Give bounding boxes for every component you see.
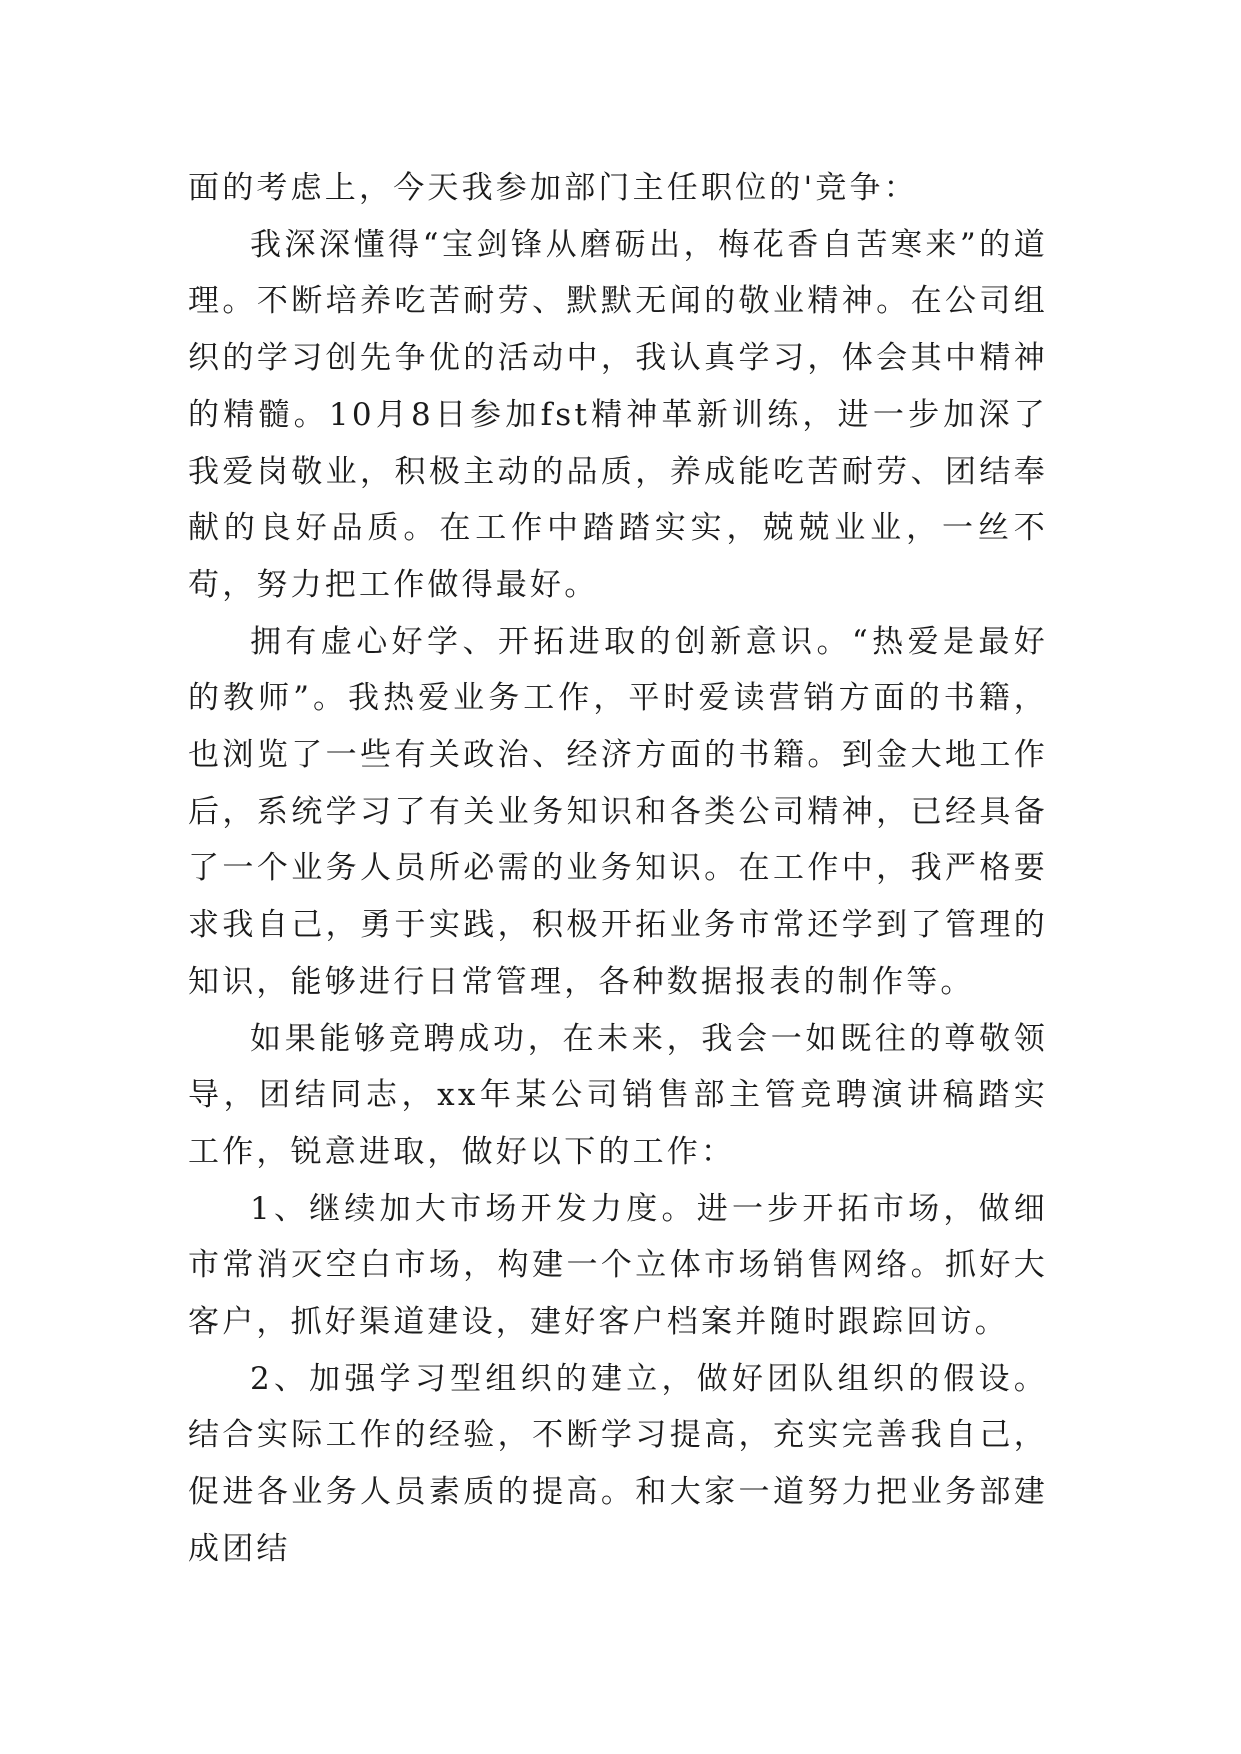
paragraph-dedication: 我深深懂得“宝剑锋从磨砺出，梅花香自苦寒来”的道理。不断培养吃苦耐劳、默默无闻的敬业精神。在公司组织的学习创先争优的活动中，我认真学习，体会其中精神的精髓。10月8日参加fst精神革新训练，进一步加深了我爱岗敬业，积极主动的品质，养成能吃苦耐劳、团结奉献的良好品质。在工作中踏踏实实，兢兢业业，一丝不苟，努力把工作做得最好。: [188, 226, 1048, 603]
document-body: [188, 160, 1048, 1578]
paragraph-item-1: 1、继续加大市场开发力度。进一步开拓市场，做细市常消灭空白市场，构建一个立体市场销售网络。抓好大客户，抓好渠道建设，建好客户档案并随时跟踪回访。: [188, 1190, 1048, 1341]
paragraph-item-2: 2、加强学习型组织的建立，做好团队组织的假设。结合实际工作的经验，不断学习提高，充实完善我自己，促进各业务人员素质的提高。和大家一道努力把业务部建成团结: [188, 1360, 1048, 1567]
paragraph-commitment: 如果能够竞聘成功，在未来，我会一如既往的尊敬领导，团结同志，xx年某公司销售部主管竞聘演讲稿踏实工作，锐意进取，做好以下的工作：: [188, 1020, 1048, 1170]
paragraph-continuation: 面的考虑上，今天我参加部门主任职位的'竞争：: [188, 170, 918, 206]
paragraph-learning: 拥有虚心好学、开拓进取的创新意识。“热爱是最好的教师”。我热爱业务工作，平时爱读营销方面的书籍，也浏览了一些有关政治、经济方面的书籍。到金大地工作后，系统学习了有关业务知识和各类公司精神，已经具备了一个业务人员所必需的业务知识。在工作中，我严格要求我自己，勇于实践，积极开拓业务市常还学到了管理的知识，能够进行日常管理，各种数据报表的制作等。: [188, 623, 1048, 1000]
